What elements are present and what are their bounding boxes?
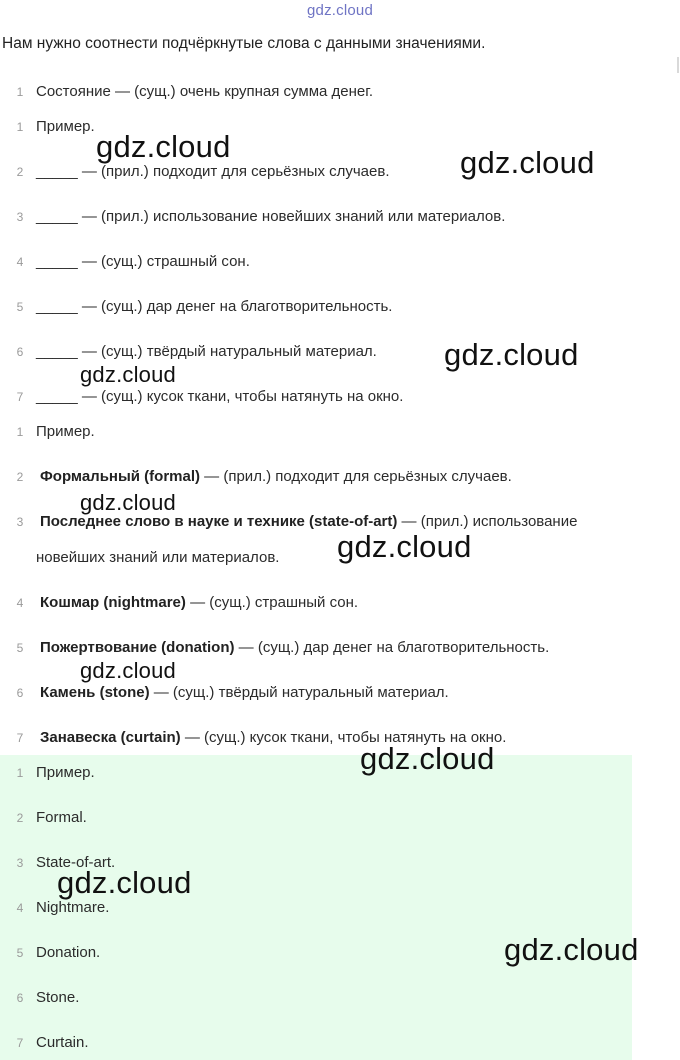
definition: — (сущ.) кусок ткани, чтобы натянуть на окно. <box>180 729 507 746</box>
item-text <box>40 637 680 659</box>
item-number: 3 <box>16 515 24 529</box>
watermark: gdz.cloud <box>80 490 176 515</box>
definition: — (прил.) использование <box>397 513 578 530</box>
item-text: _____ — (сущ.) кусок ткани, чтобы натянуть на окно. <box>36 388 404 405</box>
definition: — (сущ.) твёрдый натуральный материал. <box>149 684 449 701</box>
item-text: Пример. <box>36 118 95 135</box>
item-number: 7 <box>16 390 24 404</box>
item-text: _____ — (прил.) подходит для серьёзных случаев. <box>36 163 390 180</box>
item-text <box>40 682 680 704</box>
item-text: _____ — (прил.) использование новейших знаний или материалов. <box>36 208 506 225</box>
item-text: Stone. <box>36 989 80 1006</box>
item-text <box>40 592 680 614</box>
item-text: Curtain. <box>36 1034 89 1051</box>
item-text: Пример. <box>36 764 95 781</box>
item-number: 7 <box>16 1036 24 1050</box>
item-text: _____ — (сущ.) дар денег на благотворительность. <box>36 298 393 315</box>
watermark: gdz.cloud <box>96 129 231 164</box>
definition: — (прил.) подходит для серьёзных случаев. <box>200 468 512 485</box>
watermark: gdz.cloud <box>444 337 579 372</box>
item-text: _____ — (сущ.) твёрдый натуральный материал. <box>36 343 377 360</box>
item-text: Nightmare. <box>36 899 110 916</box>
item-text: Formal. <box>36 809 87 826</box>
term-bold: Последнее слово в науке и технике (state-of-art) <box>40 513 398 530</box>
item-number: 4 <box>16 255 24 269</box>
term-bold: Кошмар (nightmare) <box>40 594 186 611</box>
item-number: 2 <box>16 470 24 484</box>
item-number: 5 <box>16 946 24 960</box>
watermark: gdz.cloud <box>360 741 495 776</box>
item-text: Donation. <box>36 944 101 961</box>
item-number: 3 <box>16 210 24 224</box>
term-bold: Формальный (formal) <box>40 468 201 485</box>
item-number: 3 <box>16 856 24 870</box>
watermark: gdz.cloud <box>57 865 192 900</box>
item-text: _____ — (сущ.) страшный сон. <box>36 253 250 270</box>
item-number: 5 <box>16 641 24 655</box>
item-text <box>40 466 680 488</box>
term-bold: Пожертвование (donation) <box>40 639 235 656</box>
watermark: gdz.cloud <box>460 145 595 180</box>
item-number: 6 <box>16 345 24 359</box>
item-text: Пример. <box>36 423 95 440</box>
definition: — (сущ.) страшный сон. <box>185 594 359 611</box>
term-bold: Камень (stone) <box>40 684 150 701</box>
item-text: Состояние — (сущ.) очень крупная сумма денег. <box>36 83 374 100</box>
item-text: State-of-art. <box>36 854 116 871</box>
scrollbar-mark[interactable] <box>677 57 679 73</box>
item-number: 7 <box>16 731 24 745</box>
watermark: gdz.cloud <box>504 932 639 967</box>
item-number: 2 <box>16 811 24 825</box>
item-number: 1 <box>16 766 24 780</box>
item-number: 5 <box>16 300 24 314</box>
watermark: gdz.cloud <box>337 529 472 564</box>
item-number: 6 <box>16 686 24 700</box>
item-number: 4 <box>16 901 24 915</box>
watermark: gdz.cloud <box>80 658 176 683</box>
item-number: 4 <box>16 596 24 610</box>
watermark: gdz.cloud <box>80 362 176 387</box>
item-number: 1 <box>16 120 24 134</box>
definition: — (сущ.) дар денег на благотворительность. <box>234 639 550 656</box>
item-number: 6 <box>16 991 24 1005</box>
item-text-continued: новейших знаний или материалов. <box>36 549 280 566</box>
term-bold: Занавеска (curtain) <box>40 729 181 746</box>
top-watermark: gdz.cloud <box>306 2 373 19</box>
item-number: 1 <box>16 425 24 439</box>
item-number: 1 <box>16 85 24 99</box>
item-number: 2 <box>16 165 24 179</box>
task-intro: Нам нужно соотнести подчёркнутые слова с данными значениями. <box>2 35 486 52</box>
